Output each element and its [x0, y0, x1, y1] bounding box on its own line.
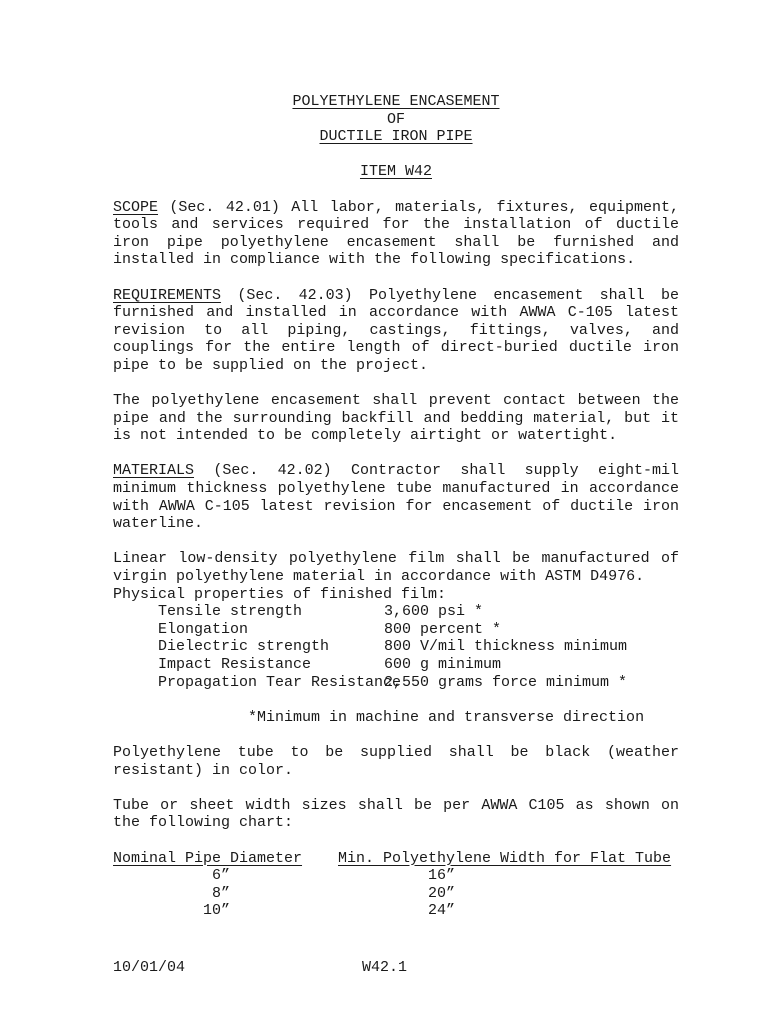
- property-row: [113, 656, 679, 674]
- table-cell-width: 20”: [428, 884, 456, 902]
- table-cell-diameter: 10”: [203, 902, 231, 920]
- property-name: Tensile strength: [158, 603, 303, 621]
- property-value: 600 g minimum: [384, 656, 502, 673]
- property-row: [113, 638, 679, 656]
- property-name: Dielectric strength: [158, 638, 330, 656]
- color-paragraph: Polyethylene tube to be supplied shall be black (weather resistant) in color.: [113, 743, 679, 779]
- materials-text: (Sec. 42.02) Contractor shall supply eight-mil minimum thickness polyethylene tube manufactured in accordance with AWWA C-105 latest revision for encasement of ductile iron waterline.: [113, 462, 679, 533]
- table-header-width: Min. Polyethylene Width for Flat Tube: [338, 849, 672, 867]
- scope-paragraph: [113, 199, 679, 269]
- materials-heading: MATERIALS: [113, 462, 195, 480]
- footer-date: 10/01/04: [113, 959, 186, 976]
- property-row: [113, 603, 679, 621]
- property-name: Impact Resistance: [158, 656, 312, 673]
- properties-intro: Physical properties of finished film:: [113, 585, 447, 603]
- property-value: 800 percent *: [384, 620, 502, 638]
- footnote: *Minimum in machine and transverse direction: [248, 708, 645, 726]
- sizes-paragraph: Tube or sheet width sizes shall be per AWWA C105 as shown on the following chart:: [113, 796, 679, 832]
- requirements-heading: REQUIREMENTS: [113, 286, 222, 304]
- item-number: ITEM W42: [359, 163, 432, 181]
- table-row: [113, 867, 679, 885]
- film-paragraph: Linear low-density polyethylene film shall be manufactured of virgin polyethylene material in accordance with ASTM D4976.: [113, 550, 679, 586]
- document-page: [113, 93, 679, 920]
- title-line-2: OF: [386, 110, 405, 128]
- width-table: [113, 850, 679, 920]
- scope-heading: SCOPE: [113, 198, 159, 216]
- table-cell-diameter: 6”: [212, 867, 231, 885]
- table-header-diameter: Nominal Pipe Diameter: [113, 849, 303, 867]
- footer-page-number: W42.1: [362, 959, 408, 976]
- requirements-paragraph: [113, 287, 679, 375]
- title-line-1: POLYETHYLENE ENCASEMENT: [292, 93, 500, 110]
- title-line-3: DUCTILE IRON PIPE: [319, 128, 473, 146]
- scope-text: (Sec. 42.01) All labor, materials, fixtures, equipment, tools and services required for the installation of ductile iron pipe polyethylene encasement shall be furnished and installed in compliance with the following specifications.: [113, 198, 679, 269]
- properties-list: [113, 603, 679, 691]
- property-value: 2,550 grams force minimum *: [384, 673, 628, 691]
- table-cell-diameter: 8”: [212, 884, 231, 902]
- table-cell-width: 24”: [428, 902, 456, 920]
- property-name: Propagation Tear Resistance: [158, 673, 402, 691]
- property-row: [113, 621, 679, 639]
- page-footer: [113, 959, 673, 977]
- table-row: [113, 885, 679, 903]
- table-row: [113, 902, 679, 920]
- materials-paragraph: [113, 462, 679, 532]
- table-header: [113, 850, 679, 868]
- property-value: 3,600 psi *: [384, 603, 484, 621]
- contact-paragraph: The polyethylene encasement shall prevent contact between the pipe and the surrounding backfill and bedding material, but it is not intended to be completely airtight or watertight.: [113, 392, 679, 445]
- requirements-text: (Sec. 42.03) Polyethylene encasement shall be furnished and installed in accordance with AWWA C-105 latest revision to all piping, castings, fittings, valves, and couplings for the entire length of direct-buried ductile iron pipe to be supplied on the project.: [113, 286, 679, 374]
- table-cell-width: 16”: [428, 867, 456, 885]
- property-row: [113, 674, 679, 692]
- document-title: [113, 93, 679, 146]
- property-name: Elongation: [158, 620, 249, 638]
- property-value: 800 V/mil thickness minimum: [384, 638, 628, 656]
